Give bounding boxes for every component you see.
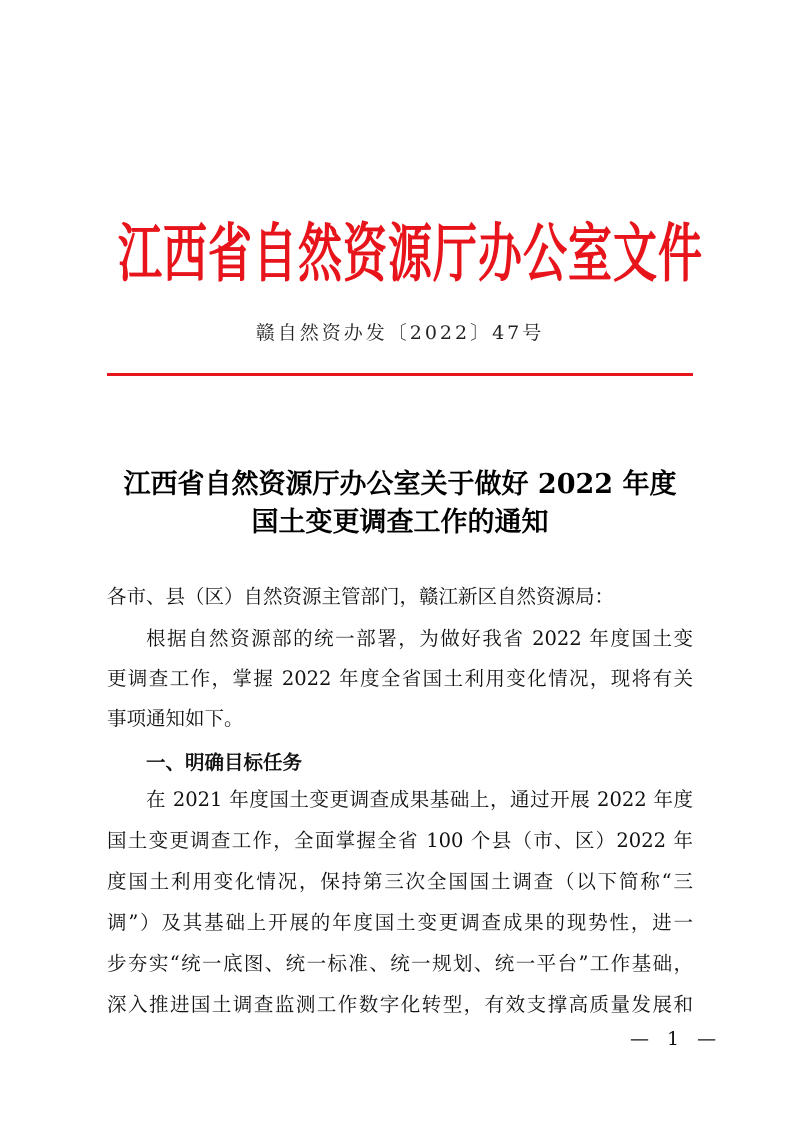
- document-title-line-2: 国土变更调查工作的通知: [251, 507, 549, 538]
- paragraph-line: 步夯实“统一底图、统一标准、统一规划、统一平台”工作基础，: [107, 952, 693, 975]
- issuer-title: 江西省自然资源厅办公室文件: [118, 217, 703, 292]
- paragraph-line: 国土变更调查工作，全面掌握全省 100 个县（市、区）2022 年: [107, 829, 693, 852]
- section-heading: 一、明确目标任务: [146, 751, 303, 774]
- recipients: 各市、县（区）自然资源主管部门，赣江新区自然资源局：: [107, 585, 615, 608]
- document-title-line-1: 江西省自然资源厅办公室关于做好 2022 年度: [123, 469, 677, 500]
- paragraph-line: 更调查工作，掌握 2022 年度全省国土利用变化情况，现将有关: [107, 667, 693, 690]
- paragraph-line: 调”）及其基础上开展的年度国土变更调查成果的现势性，进一: [107, 911, 693, 934]
- paragraph-line: 深入推进国土调查监测工作数字化转型，有效支撑高质量发展和: [107, 993, 693, 1016]
- paragraph-line: 根据自然资源部的统一部署，为做好我省 2022 年度国土变: [146, 627, 693, 650]
- page-number: — 1 —: [630, 1028, 723, 1050]
- paragraph-line: 度国土利用变化情况，保持第三次全国国土调查（以下简称“三: [107, 870, 693, 893]
- red-divider: [107, 373, 693, 376]
- paragraph-line: 在 2021 年度国土变更调查成果基础上，通过开展 2022 年度: [146, 788, 693, 811]
- document-number: 赣自然资办发〔2022〕47号: [255, 322, 545, 344]
- paragraph-line: 事项通知如下。: [107, 707, 244, 730]
